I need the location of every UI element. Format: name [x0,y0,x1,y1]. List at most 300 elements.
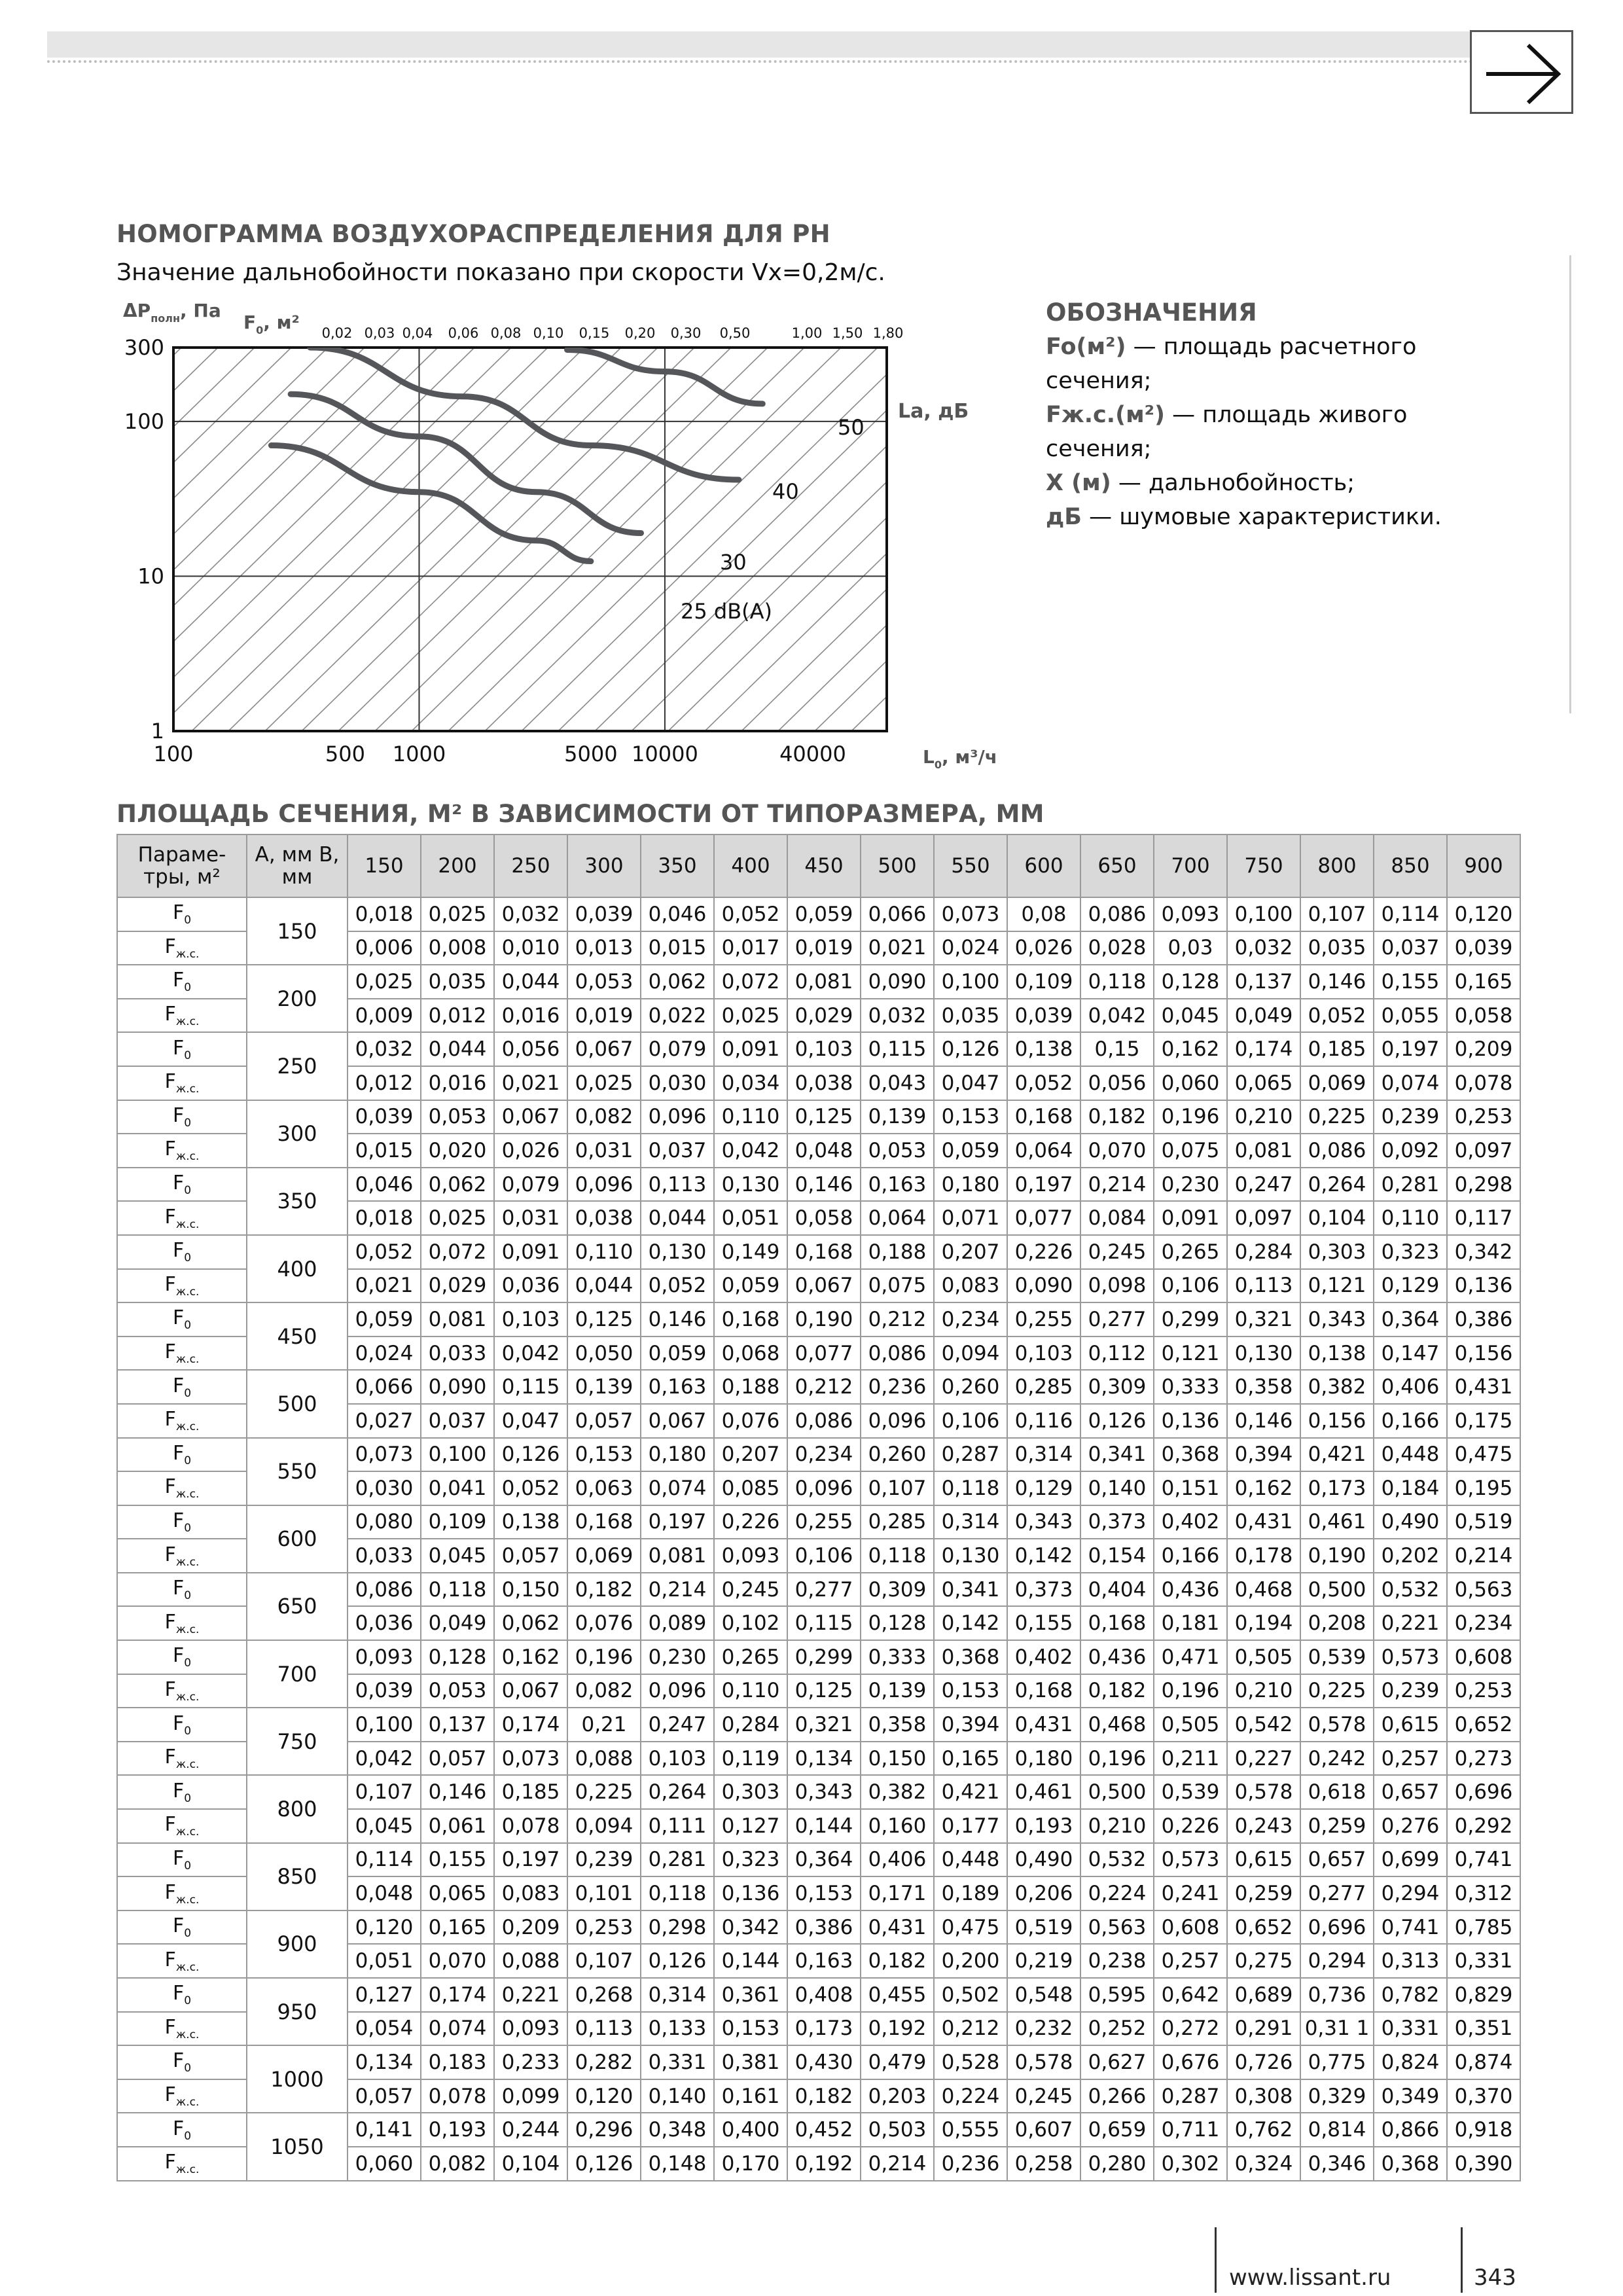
table-cell: 0,236 [934,2147,1007,2181]
header-size: 850 [1374,834,1447,897]
table-cell: 0,430 [787,2045,861,2079]
f0-axis-title-unit: , м² [263,312,300,333]
page-edge-rule [1569,255,1575,713]
table-cell: 0,090 [861,965,934,999]
param-fo [117,1640,247,1674]
param-subscript: 0 [184,1589,192,1603]
table-cell: 0,500 [1080,1775,1154,1809]
legend-text: — площадь расчетного сечения; [1046,334,1417,394]
table-cell: 0,039 [1007,999,1080,1033]
param-fzs [117,1742,247,1776]
table-cell: 0,183 [421,2045,494,2079]
table-cell: 0,211 [1154,1742,1227,1776]
table-cell: 0,032 [494,897,567,931]
table-cell: 0,281 [641,1843,714,1877]
table-cell: 0,181 [1154,1606,1227,1640]
table-cell: 0,563 [1080,1910,1154,1945]
table-cell: 0,174 [421,1978,494,2012]
table-cell: 0,081 [641,1539,714,1573]
table-cell: 0,282 [567,2045,641,2079]
table-cell: 0,044 [567,1269,641,1303]
table-cell: 0,281 [1374,1168,1447,1202]
x-tick-label: 5000 [564,742,618,766]
table-cell: 0,035 [934,999,1007,1033]
table-header-row [117,834,1520,897]
param-fo [117,1978,247,2012]
param-subscript: ж.с. [175,1083,200,1096]
table-cell: 0,386 [1447,1302,1520,1336]
table-cell: 0,144 [787,1809,861,1843]
table-cell: 0,134 [348,2045,421,2079]
hatch-line [105,348,108,731]
x-tick-label: 40000 [779,742,846,766]
table-cell: 0,078 [494,1809,567,1843]
table-row [117,1505,1520,1539]
header-size: 300 [567,834,641,897]
table-cell: 0,225 [1300,1100,1374,1134]
table-cell: 0,266 [1080,2079,1154,2113]
table-cell: 0,150 [494,1573,567,1607]
table-cell: 0,144 [714,1944,787,1978]
table-cell: 0,212 [787,1370,861,1404]
table-cell: 0,088 [567,1742,641,1776]
table-cell: 0,155 [421,1843,494,1877]
header-size: 400 [714,834,787,897]
table-cell: 0,192 [787,2147,861,2181]
table-cell: 0,260 [934,1370,1007,1404]
table-cell: 0,100 [348,1708,421,1742]
table-cell: 0,452 [787,2113,861,2147]
table-cell: 0,063 [567,1471,641,1505]
param-symbol: F [172,1712,185,1735]
param-subscript: 0 [184,1251,192,1265]
hatch-line [265,348,658,731]
param-fzs [117,931,247,965]
table-cell: 0,110 [567,1235,641,1269]
param-fzs [117,1944,247,1978]
x-axis-title-unit: , м³/ч [941,746,997,768]
f0-tick-label: 0,30 [670,325,702,341]
table-cell: 0,298 [641,1910,714,1945]
table-cell: 0,294 [1374,1876,1447,1910]
table-cell: 0,280 [1080,2147,1154,2181]
y-tick-label: 100 [124,408,164,434]
f0-tick-label: 0,10 [533,325,564,341]
param-symbol: F [164,1543,176,1566]
table-cell: 0,448 [934,1843,1007,1877]
table-cell: 0,696 [1447,1775,1520,1809]
size-a: 800 [247,1775,348,1842]
curve-label: 25 dB(A) [681,599,773,624]
table-cell: 0,012 [348,1066,421,1100]
table-cell: 0,137 [1227,965,1300,999]
table-cell: 0,333 [1154,1370,1227,1404]
table-cell: 0,140 [641,2079,714,2113]
table-cell: 0,097 [1447,1134,1520,1168]
table-cell: 0,110 [714,1674,787,1708]
table-cell: 0,652 [1447,1708,1520,1742]
table-cell: 0,096 [641,1100,714,1134]
header-size: 150 [348,834,421,897]
table-cell: 0,082 [567,1674,641,1708]
table-cell: 0,189 [934,1876,1007,1910]
table-cell: 0,118 [641,1876,714,1910]
table-cell: 0,052 [1007,1066,1080,1100]
table-cell: 0,077 [1007,1201,1080,1235]
table-cell: 0,118 [421,1573,494,1607]
size-a: 900 [247,1910,348,1978]
table-cell: 0,502 [934,1978,1007,2012]
table-cell: 0,165 [1447,965,1520,999]
param-symbol: F [172,1914,185,1938]
table-cell: 0,390 [1447,2147,1520,2181]
table-cell: 0,277 [787,1573,861,1607]
table-cell: 0,034 [714,1066,787,1100]
table-cell: 0,245 [1080,1235,1154,1269]
table-cell: 0,024 [934,931,1007,965]
table-cell: 0,402 [1007,1640,1080,1674]
table-cell: 0,252 [1080,2012,1154,2046]
table-row [117,1775,1520,1809]
table-cell: 0,542 [1227,1708,1300,1742]
table-cell: 0,314 [641,1978,714,2012]
table-cell: 0,368 [934,1640,1007,1674]
table-cell: 0,044 [641,1201,714,1235]
table-cell: 0,042 [714,1134,787,1168]
table-cell: 0,607 [1007,2113,1080,2147]
param-fzs [117,1539,247,1573]
table-cell: 0,342 [1447,1235,1520,1269]
table-cell: 0,071 [934,1201,1007,1235]
table-cell: 0,019 [567,999,641,1033]
table-cell: 0,239 [567,1843,641,1877]
table-cell: 0,461 [1300,1505,1374,1539]
table-cell: 0,032 [861,999,934,1033]
x-tick-label: 1000 [392,742,446,766]
param-subscript: 0 [184,1184,192,1198]
table-cell: 0,185 [494,1775,567,1809]
table-cell: 0,214 [641,1573,714,1607]
table-cell: 0,696 [1300,1910,1374,1945]
table-cell: 0,059 [934,1134,1007,1168]
table-cell: 0,057 [348,2079,421,2113]
table-cell: 0,209 [1447,1032,1520,1066]
table-cell: 0,239 [1374,1100,1447,1134]
header-size: 250 [494,834,567,897]
table-cell: 0,039 [348,1674,421,1708]
table-cell: 0,038 [787,1066,861,1100]
x-tick-label: 500 [325,742,365,766]
table-cell: 0,272 [1154,2012,1227,2046]
f0-tick-label: 1,00 [791,325,823,341]
table-cell: 0,276 [1374,1809,1447,1843]
table-cell: 0,184 [1374,1471,1447,1505]
table-cell: 0,129 [1007,1471,1080,1505]
table-cell: 0,146 [1227,1404,1300,1438]
table-row [117,897,1520,931]
param-fo [117,1235,247,1269]
table-cell: 0,406 [1374,1370,1447,1404]
table-cell: 0,153 [787,1876,861,1910]
table-cell: 0,188 [861,1235,934,1269]
table-cell: 0,134 [787,1742,861,1776]
table-cell: 0,618 [1300,1775,1374,1809]
table-cell: 0,078 [421,2079,494,2113]
table-cell: 0,160 [861,1809,934,1843]
table-cell: 0,053 [421,1674,494,1708]
table-cell: 0,065 [1227,1066,1300,1100]
param-fo [117,1168,247,1202]
table-row [117,1573,1520,1607]
param-subscript: ж.с. [175,1690,200,1704]
param-symbol: F [164,1340,176,1364]
table-cell: 0,026 [1007,931,1080,965]
table-cell: 0,284 [714,1708,787,1742]
table-cell: 0,033 [421,1336,494,1371]
table-cell: 0,058 [787,1201,861,1235]
table-cell: 0,055 [1374,999,1447,1033]
param-fzs [117,2079,247,2113]
param-fzs [117,1066,247,1100]
table-cell: 0,331 [641,2045,714,2079]
param-symbol: F [164,1948,176,1971]
table-cell: 0,194 [1227,1606,1300,1640]
table-cell: 0,421 [934,1775,1007,1809]
footer-rule-separator [1461,2227,1463,2293]
size-a: 600 [247,1505,348,1573]
table-cell: 0,142 [934,1606,1007,1640]
table-cell: 0,207 [934,1235,1007,1269]
table-cell: 0,121 [1300,1269,1374,1303]
table-cell: 0,037 [1374,931,1447,965]
param-subscript: 0 [184,1454,192,1467]
table-cell: 0,258 [1007,2147,1080,2181]
table-cell: 0,247 [641,1708,714,1742]
table-cell: 0,104 [494,2147,567,2181]
table-cell: 0,098 [1080,1269,1154,1303]
table-cell: 0,121 [1154,1336,1227,1371]
table-cell: 0,234 [1447,1606,1520,1640]
x-axis-title-sub: 0 [934,759,942,771]
f0-tick-label: 1,80 [872,325,904,341]
table-cell: 0,092 [1374,1134,1447,1168]
table-cell: 0,051 [348,1944,421,1978]
table-cell: 0,151 [1154,1471,1227,1505]
table-cell: 0,045 [1154,999,1227,1033]
table-cell: 0,019 [787,931,861,965]
param-fzs [117,1674,247,1708]
table-cell: 0,017 [714,931,787,965]
table-cell: 0,165 [421,1910,494,1945]
table-cell: 0,874 [1447,2045,1520,2079]
table-cell: 0,119 [714,1742,787,1776]
table-cell: 0,009 [348,999,421,1033]
table-cell: 0,048 [348,1876,421,1910]
legend-key: дБ [1046,504,1082,530]
table-cell: 0,212 [934,2012,1007,2046]
table-row [117,1168,1520,1202]
table-cell: 0,053 [421,1100,494,1134]
table-cell: 0,093 [494,2012,567,2046]
table-row [117,1235,1520,1269]
table-cell: 0,595 [1080,1978,1154,2012]
next-page-button[interactable] [1470,30,1573,114]
table-cell: 0,130 [641,1235,714,1269]
table-cell: 0,059 [787,897,861,931]
table-cell: 0,067 [641,1404,714,1438]
table-cell: 0,321 [787,1708,861,1742]
param-subscript: 0 [184,2129,192,2143]
table-cell: 0,107 [861,1471,934,1505]
table-cell: 0,061 [421,1809,494,1843]
table-cell: 0,074 [421,2012,494,2046]
param-fzs [117,1269,247,1303]
table-cell: 0,578 [1300,1708,1374,1742]
table-cell: 0,210 [1227,1100,1300,1134]
table-cell: 0,15 [1080,1032,1154,1066]
y-axis-title-sub: полн [151,312,181,325]
table-cell: 0,030 [348,1471,421,1505]
table-cell: 0,074 [641,1471,714,1505]
param-symbol: F [164,2151,176,2174]
table-row [117,1843,1520,1877]
header-size: 200 [421,834,494,897]
table-cell: 0,244 [494,2113,567,2147]
header-size: 600 [1007,834,1080,897]
f0-axis-title [243,312,300,336]
param-subscript: 0 [184,1657,192,1670]
table-row [117,1708,1520,1742]
table-cell: 0,155 [1374,965,1447,999]
table-cell: 0,736 [1300,1978,1374,2012]
f0-tick-label: 1,50 [832,325,863,341]
table-cell: 0,032 [348,1032,421,1066]
footer-url[interactable]: www.lissant.ru [1229,2265,1391,2291]
table-cell: 0,147 [1374,1336,1447,1371]
table-cell: 0,079 [494,1168,567,1202]
table-cell: 0,368 [1154,1438,1227,1472]
table-cell: 0,075 [1154,1134,1227,1168]
table-cell: 0,342 [714,1910,787,1945]
y-axis-title-unit: , Па [180,300,221,321]
header-size: 450 [787,834,861,897]
table-cell: 0,052 [714,897,787,931]
table-cell: 0,035 [421,965,494,999]
table-cell: 0,287 [1154,2079,1227,2113]
table-cell: 0,245 [714,1573,787,1607]
size-a: 450 [247,1302,348,1370]
table-cell: 0,475 [1447,1438,1520,1472]
table-cell: 0,219 [1007,1944,1080,1978]
param-symbol: F [172,1306,185,1330]
table-cell: 0,331 [1374,2012,1447,2046]
table-cell: 0,146 [641,1302,714,1336]
param-symbol: F [164,1408,176,1431]
legend [1046,296,1517,534]
table-cell: 0,022 [641,999,714,1033]
table-cell: 0,539 [1300,1640,1374,1674]
table-cell: 0,236 [861,1370,934,1404]
table-cell: 0,153 [934,1100,1007,1134]
param-symbol: F [172,1239,185,1263]
table-cell: 0,381 [714,2045,787,2079]
header-band [47,31,1474,58]
param-subscript: ж.с. [175,1488,200,1501]
table-cell: 0,042 [494,1336,567,1371]
table-cell: 0,608 [1154,1910,1227,1945]
table-cell: 0,539 [1154,1775,1227,1809]
table-cell: 0,030 [641,1066,714,1100]
table-row [117,2045,1520,2079]
table-cell: 0,081 [1227,1134,1300,1168]
f0-tick-label: 0,20 [624,325,656,341]
table-cell: 0,331 [1447,1944,1520,1978]
table-cell: 0,175 [1447,1404,1520,1438]
table-cell: 0,094 [934,1336,1007,1371]
header-size: 350 [641,834,714,897]
param-fo [117,965,247,999]
table-cell: 0,118 [1080,965,1154,999]
f0-tick-label: 0,04 [402,325,433,341]
table-cell: 0,814 [1300,2113,1374,2147]
table-cell: 0,072 [421,1235,494,1269]
table-cell: 0,154 [1080,1539,1154,1573]
table-cell: 0,130 [934,1539,1007,1573]
table-cell: 0,106 [934,1404,1007,1438]
table-cell: 0,067 [494,1674,567,1708]
table-cell: 0,287 [934,1438,1007,1472]
table-cell: 0,615 [1374,1708,1447,1742]
table-cell: 0,182 [567,1573,641,1607]
table-cell: 0,190 [1300,1539,1374,1573]
table-cell: 0,081 [421,1302,494,1336]
table-cell: 0,400 [714,2113,787,2147]
table-cell: 0,782 [1374,1978,1447,2012]
table-cell: 0,021 [494,1066,567,1100]
param-fo [117,1573,247,1607]
table-cell: 0,110 [1374,1201,1447,1235]
table-cell: 0,064 [861,1201,934,1235]
table-cell: 0,370 [1447,2079,1520,2113]
f0-tick-label: 0,15 [579,325,610,341]
table-cell: 0,918 [1447,2113,1520,2147]
table-cell: 0,127 [348,1978,421,2012]
table-heading: ПЛОЩАДЬ СЕЧЕНИЯ, М² В ЗАВИСИМОСТИ ОТ ТИПОРАЗМЕРА, ММ [116,800,1044,828]
table-cell: 0,373 [1007,1573,1080,1607]
table-cell: 0,008 [421,931,494,965]
f0-tick-label: 0,08 [490,325,522,341]
table-cell: 0,086 [1080,897,1154,931]
table-cell: 0,358 [861,1708,934,1742]
param-fzs [117,2012,247,2046]
table-cell: 0,100 [421,1438,494,1472]
table-cell: 0,461 [1007,1775,1080,1809]
table-cell: 0,086 [1300,1134,1374,1168]
table-cell: 0,033 [348,1539,421,1573]
hatch-line [375,348,768,731]
footer-rule-left [1215,2227,1217,2293]
table-cell: 0,028 [1080,931,1154,965]
table-cell: 0,120 [1447,897,1520,931]
header-size: 900 [1447,834,1520,897]
table-cell: 0,162 [494,1640,567,1674]
table-cell: 0,082 [567,1100,641,1134]
table-cell: 0,503 [861,2113,934,2147]
legend-key: Fo(м²) [1046,334,1126,360]
size-a: 400 [247,1235,348,1302]
param-subscript: ж.с. [175,1893,200,1907]
table-cell: 0,021 [348,1269,421,1303]
